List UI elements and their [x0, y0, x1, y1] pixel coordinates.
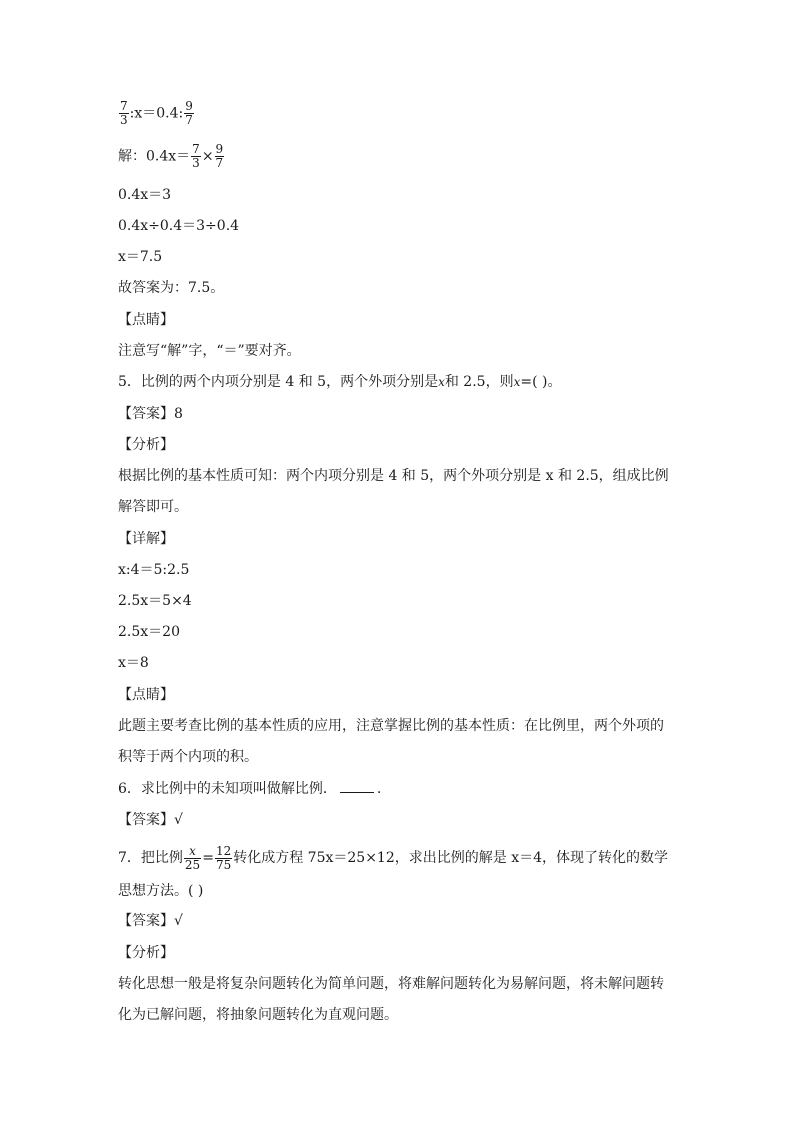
- question-6: 6．求比例中的未知项叫做解比例． .: [118, 781, 382, 797]
- answer-line: 【答案】√: [118, 913, 183, 929]
- step-line: 2.5x＝5×4: [118, 593, 192, 609]
- section-heading: 【点睛】: [118, 312, 174, 328]
- answer-blank[interactable]: [340, 780, 374, 793]
- fraction-7-3: $\frac{7}{3}$: [192, 142, 200, 170]
- section-heading: 【详解】: [118, 531, 174, 547]
- solve-line: 解：0.4x＝ $\frac{7}{3}$ × $\frac{9}{7}$: [118, 142, 224, 170]
- step-line: 0.4x＝3: [118, 187, 172, 203]
- analysis-text: 根据比例的基本性质可知：两个内项分别是 4 和 5，两个外项分别是 x 和 2.5，组成比例解答即可。: [118, 468, 669, 515]
- note-text: 此题主要考查比例的基本性质的应用，注意掌握比例的基本性质：在比例里，两个外项的积等于两个内项的积。: [118, 718, 664, 765]
- step-line: x:4＝5:2.5: [118, 562, 190, 578]
- fraction-9-7: $\frac{9}{7}$: [185, 99, 193, 127]
- step-line: x＝7.5: [118, 249, 163, 265]
- answer-line: 故答案为：7.5。: [118, 280, 225, 296]
- section-heading: 【点睛】: [118, 687, 174, 703]
- equation-line: $\frac{7}{3}$ :x＝0.4: $\frac{9}{7}$: [120, 99, 193, 127]
- fraction-x-25: $\frac{x}{25}$: [184, 843, 201, 872]
- section-heading: 【分析】: [118, 437, 174, 453]
- question-7: 7．把比例 $\frac{x}{25}$ = $\frac{12}{75}$ 转化成方程 75x＝25×12，求出比例的解是 x＝4，体现了转化的数学思想方法。( ): [118, 843, 668, 899]
- step-line: x＝8: [118, 655, 149, 671]
- analysis-text: 转化思想一般是将复杂问题转化为简单问题，将难解问题转化为易解问题，将未解问题转化为已解问题，将抽象问题转化为直观问题。: [118, 976, 664, 1023]
- fraction-12-75: $\frac{12}{75}$: [215, 843, 232, 872]
- note-text: 注意写“解”字，“＝”要对齐。: [118, 343, 301, 359]
- section-heading: 【分析】: [118, 945, 174, 961]
- step-line: 2.5x＝20: [118, 624, 180, 640]
- step-line: 0.4x÷0.4＝3÷0.4: [118, 218, 240, 234]
- answer-line: 【答案】8: [118, 406, 183, 422]
- fraction-7-3: $\frac{7}{3}$: [120, 99, 128, 127]
- question-5: 5．比例的两个内项分别是 4 和 5，两个外项分别是x和 2.5，则x=( )。: [118, 374, 562, 390]
- fraction-9-7: $\frac{9}{7}$: [215, 142, 224, 170]
- answer-line: 【答案】√: [118, 812, 183, 828]
